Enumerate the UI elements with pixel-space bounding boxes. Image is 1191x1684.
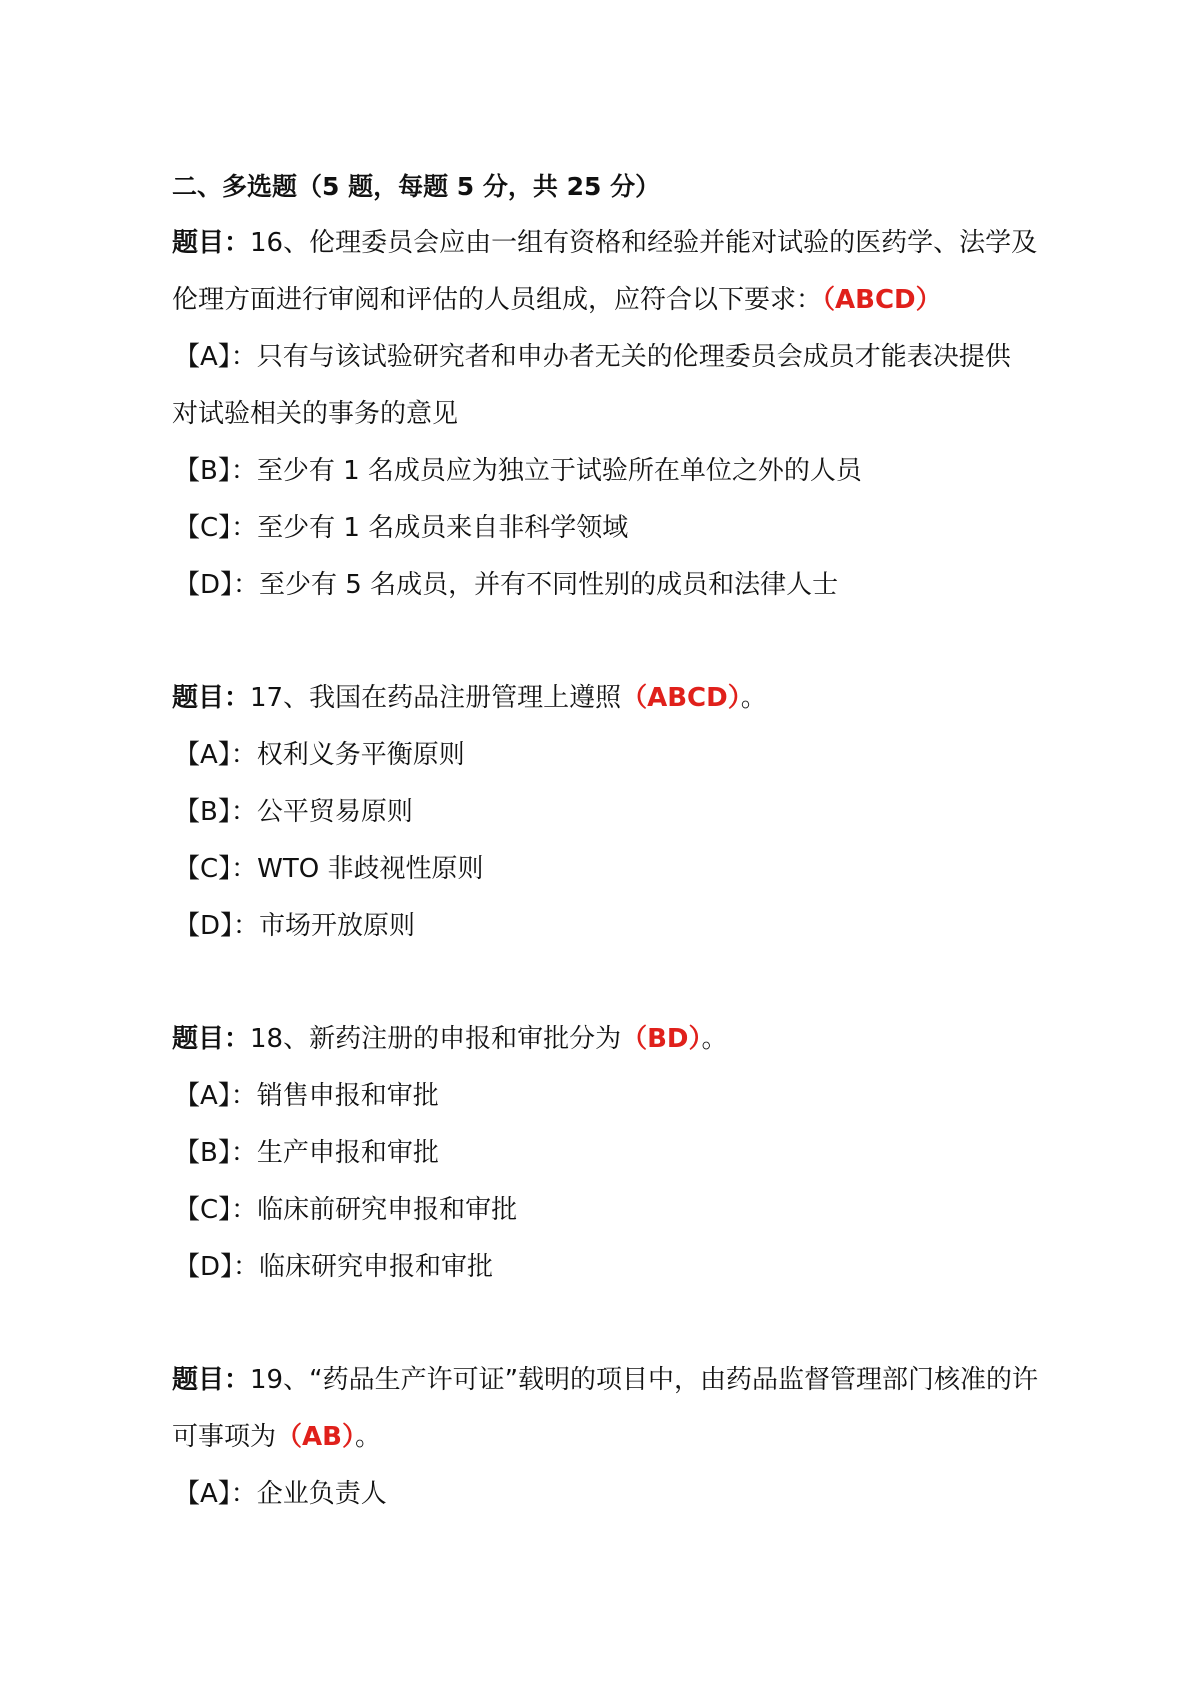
- question-19-line-1: [172, 1352, 1092, 1409]
- option-b: 【B】：至少有 1 名成员应为独立于试验所在单位之外的人员: [174, 456, 862, 486]
- question-label: 题目：: [172, 1024, 251, 1054]
- option-b: 【B】：公平贸易原则: [174, 797, 413, 827]
- question-text: 伦理方面进行审阅和评估的人员组成，应符合以下要求：: [172, 285, 823, 315]
- question-16-line-2: [172, 272, 1092, 329]
- option-a-continued: 对试验相关的事务的意见: [172, 399, 459, 429]
- question-18-line-1: [172, 1011, 1092, 1068]
- question-label: 题目：: [172, 683, 251, 713]
- answer-key: （BD）: [621, 1024, 702, 1054]
- question-tail: 。: [701, 1024, 728, 1054]
- question-text: 可事项为: [172, 1422, 277, 1452]
- question-text: 16、伦理委员会应由一组有资格和经验并能对试验的医药学、法学及: [250, 228, 1038, 258]
- option-d: 【D】：至少有 5 名成员，并有不同性别的成员和法律人士: [174, 570, 839, 600]
- option-a: 【A】：销售申报和审批: [174, 1081, 439, 1111]
- question-text: 18、新药注册的申报和审批分为: [250, 1024, 622, 1054]
- option-c: 【C】：至少有 1 名成员来自非科学领域: [174, 513, 629, 543]
- question-16-line-1: [172, 215, 1092, 272]
- question-label: 题目：: [172, 1365, 251, 1395]
- answer-key: （ABCD）: [822, 285, 942, 315]
- spacer: [172, 1296, 1092, 1352]
- answer-key: （AB）: [276, 1422, 355, 1452]
- question-text: 17、我国在药品注册管理上遵照: [250, 683, 622, 713]
- section-title: 二、多选题（5 题，每题 5 分，共 25 分）: [172, 172, 661, 201]
- option-c: 【C】：WTO 非歧视性原则: [174, 854, 484, 884]
- option-c: 【C】：临床前研究申报和审批: [174, 1195, 518, 1225]
- question-tail: 。: [354, 1422, 381, 1452]
- spacer: [172, 614, 1092, 670]
- option-b: 【B】：生产申报和审批: [174, 1138, 439, 1168]
- option-d: 【D】：市场开放原则: [174, 911, 416, 941]
- option-a: 【A】：只有与该试验研究者和申办者无关的伦理委员会成员才能表决提供: [174, 342, 1011, 372]
- spacer: [172, 955, 1092, 1011]
- document-content: [172, 158, 1092, 1523]
- answer-key: （ABCD）: [621, 683, 741, 713]
- option-a: 【A】：企业负责人: [174, 1479, 387, 1509]
- question-17-line-1: [172, 670, 1092, 727]
- question-label: 题目：: [172, 228, 251, 258]
- question-text: 19、“药品生产许可证”载明的项目中，由药品监督管理部门核准的许: [250, 1365, 1039, 1395]
- option-a: 【A】：权利义务平衡原则: [174, 740, 465, 770]
- question-tail: 。: [740, 683, 767, 713]
- option-d: 【D】：临床研究申报和审批: [174, 1252, 494, 1282]
- question-19-line-2: [172, 1409, 1092, 1466]
